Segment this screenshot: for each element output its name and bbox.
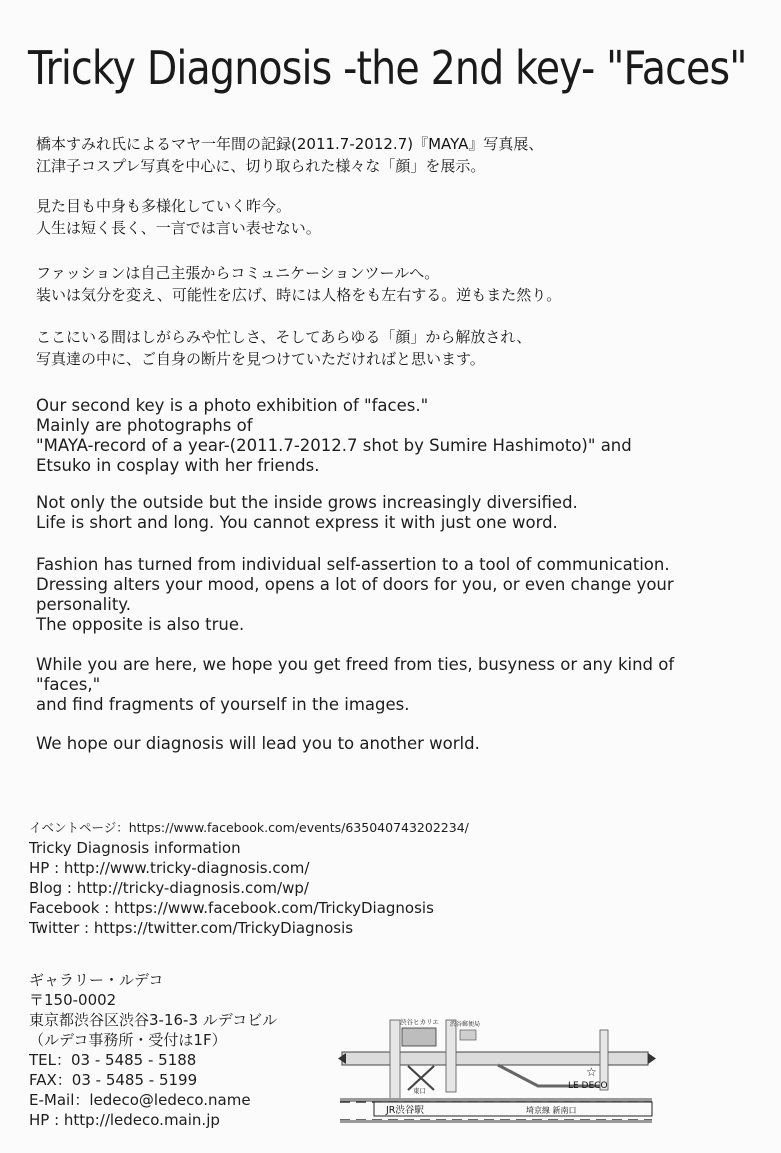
jp-paragraph-2	[36, 195, 756, 239]
text-line: 橋本すみれ氏によるマヤ一年間の記録(2011.7-2012.7)『MAYA』写真展、	[36, 135, 544, 153]
text-line: Not only the outside but the inside grows increasingly diversified.	[36, 493, 578, 512]
text-line: Our second key is a photo exhibition of "faces."	[36, 396, 429, 415]
text-line: Fashion has turned from individual self-assertion to a tool of communication.	[36, 555, 670, 574]
text-line: personality.	[36, 595, 131, 614]
info-heading: Tricky Diagnosis information	[29, 839, 241, 857]
jp-paragraph-3	[36, 262, 756, 306]
email-link[interactable]: E-Mail：ledeco@ledeco.name	[29, 1091, 251, 1109]
en-paragraph-3	[36, 555, 736, 635]
en-paragraph-4	[36, 655, 736, 715]
road-arrow-right-icon	[648, 1053, 656, 1064]
text-line: 人生は短く長く、一言では言い表せない。	[36, 219, 321, 237]
event-page-link[interactable]: イベントページ：https://www.facebook.com/events/635040743202234/	[29, 820, 469, 835]
station-label: JR渋谷駅	[386, 1105, 424, 1116]
blog-link[interactable]: Blog : http://tricky-diagnosis.com/wp/	[29, 879, 309, 897]
twitter-link[interactable]: Twitter : https://twitter.com/TrickyDiagnosis	[29, 919, 354, 937]
text-line: ファッションは自己主張からコミュニケーションツールへ。	[36, 264, 440, 282]
gallery-name: ギャラリー・ルデコ	[29, 971, 164, 989]
text-line: 装いは気分を変え、可能性を広げ、時には人格をも左右する。逆もまた然り。	[36, 286, 562, 304]
facebook-link[interactable]: Facebook : https://www.facebook.com/TrickyDiagnosis	[29, 899, 434, 917]
hikarie-building	[402, 1028, 436, 1046]
road-vertical-2	[446, 1020, 456, 1092]
new-south-exit-label: 埼京線 新南口	[526, 1106, 577, 1115]
info-block	[29, 818, 489, 938]
page-title: Tricky Diagnosis -the 2nd key- "Faces"	[28, 41, 747, 95]
address: 東京都渋谷区渋谷3-16-3 ルデコビル	[29, 1011, 278, 1029]
fax: FAX：03 - 5485 - 5199	[29, 1071, 198, 1089]
text-line: Dressing alters your mood, opens a lot of doors for you, or even change your	[36, 575, 674, 594]
text-line: Mainly are photographs of	[36, 416, 253, 435]
jp-paragraph-4	[36, 326, 756, 370]
gallery-hp-link[interactable]: HP : http://ledeco.main.jp	[29, 1111, 220, 1129]
text-line: While you are here, we hope you get freed from ties, busyness or any kind of	[36, 655, 675, 674]
east-exit-label: 東口	[413, 1087, 426, 1095]
tel: TEL：03 - 5485 - 5188	[29, 1051, 197, 1069]
text-line: and find fragments of yourself in the images.	[36, 695, 410, 714]
post-office-building	[460, 1030, 476, 1040]
text-line: 江津子コスプレ写真を中心に、切り取られた様々な「顔」を展示。	[36, 157, 486, 175]
text-line: Life is short and long. You cannot express it with just one word.	[36, 513, 558, 532]
access-map	[338, 1016, 656, 1136]
post-office-label: 渋谷郵便局	[450, 1021, 481, 1028]
road-vertical-1	[390, 1020, 400, 1100]
text-line: "MAYA-record of a year-(2011.7-2012.7 shot by Sumire Hashimoto)" and	[36, 436, 632, 455]
venue-star-icon: ☆	[586, 1065, 597, 1079]
text-line: "faces,"	[36, 675, 101, 694]
venue-label: LE DECO	[568, 1081, 608, 1091]
text-line: The opposite is also true.	[36, 615, 245, 634]
hikarie-label: 渋谷ヒカリエ	[400, 1018, 439, 1026]
text-line: Etsuko in cosplay with her friends.	[36, 456, 320, 475]
en-paragraph-2	[36, 493, 736, 533]
text-line: We hope our diagnosis will lead you to another world.	[36, 734, 480, 753]
text-line: ここにいる間はしがらみや忙しさ、そしてあらゆる「顔」から解放され、	[36, 328, 532, 346]
hp-link[interactable]: HP : http://www.tricky-diagnosis.com/	[29, 859, 310, 877]
text-line: 見た目も中身も多様化していく昨今。	[36, 197, 292, 215]
text-line: 写真達の中に、ご自身の断片を見つけていただければと思います。	[36, 350, 485, 368]
en-paragraph-1	[36, 396, 736, 476]
reception-note: （ルデコ事務所・受付は1F）	[29, 1031, 227, 1049]
en-paragraph-5	[36, 734, 736, 754]
postal-code: 〒150-0002	[29, 991, 117, 1009]
jp-paragraph-1	[36, 133, 756, 177]
rail-track-bottom	[340, 1120, 652, 1123]
